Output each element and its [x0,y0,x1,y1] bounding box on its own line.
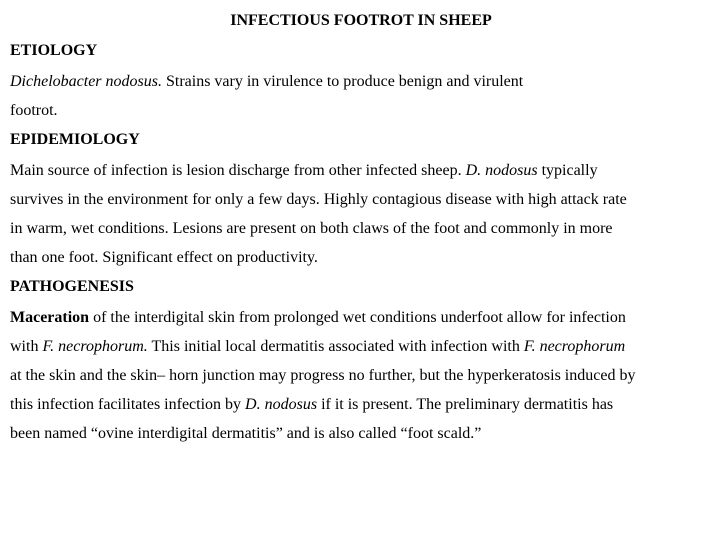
pathogenesis-line-1 [10,303,712,332]
etiology-organism: Dichelobacter nodosus. [10,73,162,90]
pathogenesis-organism-1: F. necrophorum. [42,338,148,355]
pathogenesis-line-4 [10,390,712,419]
etiology-line-2: footrot. [10,102,58,119]
epidemiology-text-1a: Main source of infection is lesion discharge from other infected sheep. [10,162,466,179]
epidemiology-line-2: survives in the environment for only a few days. Highly contagious disease with high attack rate [10,191,627,208]
document-title: INFECTIOUS FOOTROT IN SHEEP [230,12,492,29]
pathogenesis-maceration-term: Maceration [10,309,90,326]
pathogenesis-organism-2: F. necrophorum [523,338,626,355]
epidemiology-paragraph [10,156,712,272]
etiology-paragraph [10,67,712,125]
etiology-line-1 [10,67,712,96]
pathogenesis-text-2b: This initial local dermatitis associated with infection with [147,338,524,355]
epidemiology-line-3: in warm, wet conditions. Lesions are present on both claws of the foot and commonly in more [10,220,613,237]
etiology-heading: ETIOLOGY [10,42,98,59]
epidemiology-line-1 [10,156,712,185]
pathogenesis-text-2a: with [10,338,43,355]
pathogenesis-line-3: at the skin and the skin– horn junction may progress no further, but the hyperkeratosis induced by [10,367,636,384]
etiology-text-1: Strains vary in virulence to produce benign and virulent [161,73,524,90]
pathogenesis-text-1: of the interdigital skin from prolonged wet conditions underfoot allow for infection [89,309,626,326]
pathogenesis-text-4b: if it is present. The preliminary dermatitis has [317,396,614,413]
pathogenesis-heading: PATHOGENESIS [10,278,134,295]
pathogenesis-line-2 [10,332,712,361]
epidemiology-line-4: than one foot. Significant effect on productivity. [10,249,318,266]
epidemiology-heading: EPIDEMIOLOGY [10,131,140,148]
pathogenesis-line-5: been named “ovine interdigital dermatitis” and is also called “foot scald.” [10,425,482,442]
epidemiology-text-1b: typically [537,162,598,179]
pathogenesis-paragraph [10,303,712,448]
pathogenesis-organism-3: D. nodosus [245,396,318,413]
pathogenesis-text-4a: this infection facilitates infection by [10,396,246,413]
epidemiology-organism: D. nodosus [465,162,538,179]
